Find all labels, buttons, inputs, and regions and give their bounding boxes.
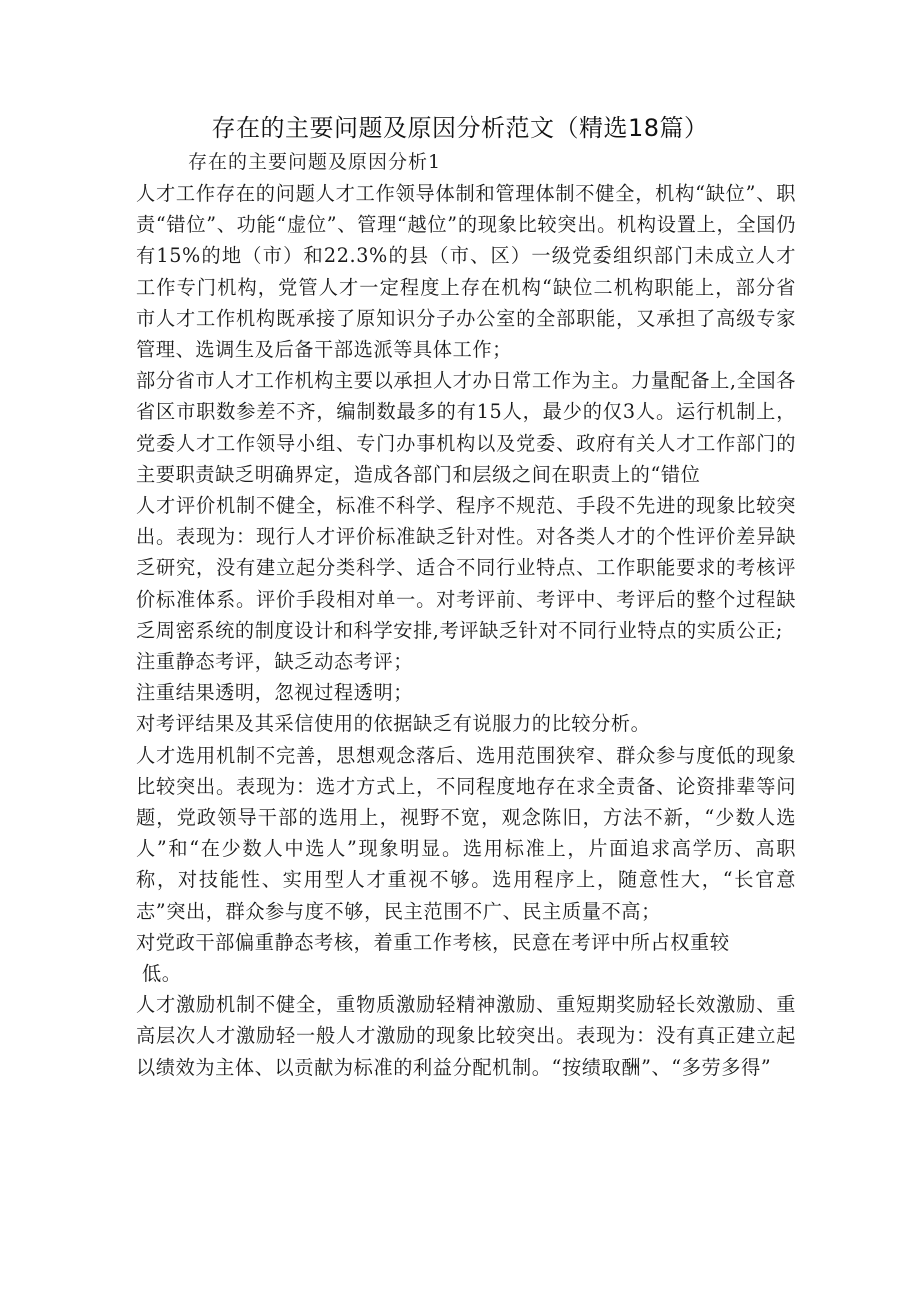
- section-heading: 存在的主要问题及原因分析1: [188, 151, 442, 173]
- paragraph: 对党政干部偏重静态考核，着重工作考核，民意在考评中所占权重较: [136, 930, 730, 954]
- paragraph: 部分省市人才工作机构主要以承担人才办日常工作为主。力量配备上,全国各省区市职数参差不齐，编制数最多的有15人，最少的仅3人。运行机制上，党委人才工作领导小组、专门办事机构以及党委、政府有关人才工作部门的主要职责缺乏明确界定，造成各部门和层级之间在职责上的“错位: [136, 369, 796, 486]
- paragraph: 注重静态考评，缺乏动态考评；: [136, 650, 414, 674]
- paragraph: 人才选用机制不完善，思想观念落后、选用范围狭窄、群众参与度低的现象比较突出。表现为：选才方式上，不同程度地存在求全责备、论资排辈等问题，党政领导干部的选用上，视野不宽，观念陈旧，方法不新，“少数人选人”和“在少数人中选人”现象明显。选用标准上，片面追求高学历、高职称，对技能性、实用型人才重视不够。选用程序上，随意性大，“长官意志”突出，群众参与度不够，民主范围不广、民主质量不高；: [136, 743, 796, 923]
- paragraph: 人才工作存在的问题人才工作领导体制和管理体制不健全，机构“缺位”、职责“错位”、功能“虚位”、管理“越位”的现象比较突出。机构设置上，全国仍有15%的地（市）和22.3%的县（市、区）一级党委组织部门未成立人才工作专门机构，党管人才一定程度上存在机构“缺位二机构职能上，部分省市人才工作机构既承接了原知识分子办公室的全部职能，又承担了高级专家管理、选调生及后备干部选派等具体工作；: [136, 182, 796, 362]
- paragraph: 对考评结果及其采信使用的依据缺乏有说服力的比较分析。: [136, 712, 651, 736]
- paragraph: 注重结果透明，忽视过程透明；: [136, 681, 414, 705]
- document-title: 存在的主要问题及原因分析范文（精选18篇）: [211, 114, 709, 142]
- paragraph: 人才评价机制不健全，标准不科学、程序不规范、手段不先进的现象比较突出。表现为：现行人才评价标准缺乏针对性。对各类人才的个性评价差异缺乏研究，没有建立起分类科学、适合不同行业特点、工作职能要求的考核评价标准体系。评价手段相对单一。对考评前、考评中、考评后的整个过程缺乏周密系统的制度设计和科学安排,考评缺乏针对不同行业特点的实质公正;: [136, 494, 796, 642]
- document-body: [136, 178, 796, 1083]
- paragraph: 人才激励机制不健全，重物质激励轻精神激励、重短期奖励轻长效激励、重高层次人才激励轻一般人才激励的现象比较突出。表现为：没有真正建立起以绩效为主体、以贡献为标准的利益分配机制。“按绩取酬”、“多劳多得”: [136, 993, 796, 1079]
- paragraph: 低。: [142, 962, 182, 986]
